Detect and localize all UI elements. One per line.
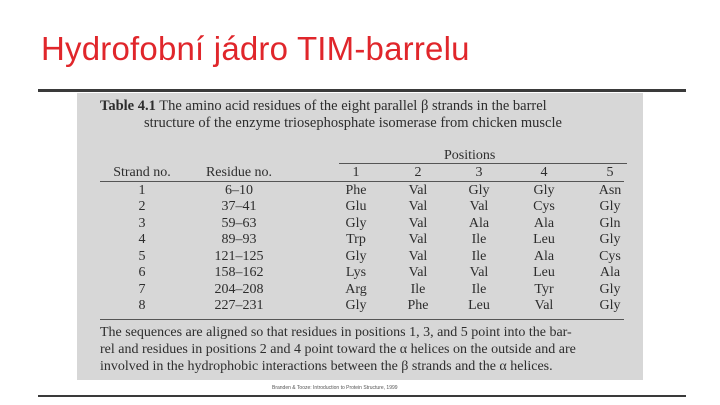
header-residue: Residue no.: [205, 165, 273, 180]
table-caption: [100, 98, 640, 132]
cell-residue: 59–63: [221, 215, 257, 231]
table-scan-image: [77, 93, 643, 380]
cell-pos-5: Gly: [599, 232, 621, 247]
cell-pos-3: Ile: [471, 248, 487, 264]
table-footnote: [100, 324, 643, 375]
cell-residue: 6–10: [225, 182, 253, 198]
footnote-line-2: rel and residues in positions 2 and 4 point toward the α helices on the outside and are: [100, 342, 576, 357]
cell-pos-4: Tyr: [534, 281, 554, 297]
header-pos-3: 3: [475, 165, 483, 180]
cell-pos-5: Gly: [599, 281, 621, 297]
cell-strand: 4: [138, 232, 146, 247]
cell-pos-4: Leu: [533, 232, 555, 247]
footnote-line-3: involved in the hydrophobic interactions between the β strands and the α helices.: [100, 359, 553, 374]
cell-pos-1: Gly: [345, 248, 367, 264]
cell-residue: 204–208: [214, 281, 264, 297]
cell-pos-4: Ala: [533, 248, 555, 264]
table-tag: Table 4.1: [100, 98, 156, 114]
cell-pos-1: Gly: [345, 215, 367, 231]
header-pos-1: 1: [352, 165, 360, 180]
cell-pos-4: Cys: [533, 199, 555, 214]
cell-pos-3: Gly: [468, 182, 490, 198]
cell-pos-2: Val: [408, 248, 428, 264]
source-credit: Branden & Tooze: Introduction to Protein Structure, 1999: [272, 385, 398, 391]
cell-pos-2: Val: [408, 215, 428, 231]
cell-residue: 158–162: [214, 265, 264, 280]
cell-strand: 3: [138, 215, 146, 231]
cell-pos-4: Val: [534, 298, 554, 313]
cell-pos-5: Ala: [599, 265, 621, 280]
cell-pos-3: Ile: [471, 232, 487, 247]
cell-pos-2: Val: [408, 182, 428, 198]
cell-strand: 6: [138, 265, 146, 280]
caption-line-2: structure of the enzyme triosephosphate isomerase from chicken muscle: [144, 115, 562, 131]
caption-line-1: The amino acid residues of the eight parallel β strands in the barrel: [159, 98, 547, 114]
cell-strand: 8: [138, 298, 146, 313]
cell-pos-3: Leu: [468, 298, 490, 313]
cell-pos-2: Val: [408, 232, 428, 247]
cell-pos-1: Glu: [345, 199, 367, 214]
cell-pos-2: Phe: [407, 298, 429, 313]
cell-pos-4: Gly: [533, 182, 555, 198]
cell-pos-1: Arg: [345, 281, 367, 297]
cell-pos-5: Gly: [599, 298, 621, 313]
cell-strand: 2: [138, 199, 146, 214]
header-pos-4: 4: [540, 165, 548, 180]
title-divider: [38, 89, 686, 92]
header-rule: [100, 181, 624, 182]
cell-strand: 1: [138, 182, 146, 198]
cell-pos-1: Phe: [345, 182, 367, 198]
bottom-divider: [38, 395, 686, 397]
cell-pos-4: Ala: [533, 215, 555, 231]
header-pos-5: 5: [606, 165, 614, 180]
cell-pos-5: Cys: [599, 248, 621, 264]
cell-pos-5: Gln: [599, 215, 621, 231]
cell-pos-5: Asn: [598, 182, 622, 198]
cell-strand: 5: [138, 248, 146, 264]
cell-residue: 37–41: [221, 199, 257, 214]
cell-residue: 121–125: [214, 248, 264, 264]
slide-title: Hydrofobní jádro TIM-barrelu: [41, 30, 470, 67]
header-strand: Strand no.: [113, 165, 171, 180]
cell-pos-1: Lys: [345, 265, 367, 280]
cell-pos-3: Val: [469, 265, 489, 280]
cell-pos-4: Leu: [533, 265, 555, 280]
cell-pos-2: Val: [408, 199, 428, 214]
cell-pos-2: Val: [408, 265, 428, 280]
cell-residue: 89–93: [221, 232, 257, 247]
cell-strand: 7: [138, 281, 146, 297]
positions-rule: [339, 163, 627, 164]
cell-pos-5: Gly: [599, 199, 621, 214]
cell-pos-3: Ile: [471, 281, 487, 297]
positions-header: Positions: [444, 148, 496, 163]
cell-residue: 227–231: [214, 298, 264, 313]
cell-pos-3: Ala: [468, 215, 490, 231]
cell-pos-3: Val: [469, 199, 489, 214]
header-pos-2: 2: [414, 165, 422, 180]
cell-pos-1: Gly: [345, 298, 367, 313]
footnote-line-1: The sequences are aligned so that residues in positions 1, 3, and 5 point into the bar-: [100, 325, 572, 340]
cell-pos-1: Trp: [346, 232, 366, 247]
cell-pos-2: Ile: [410, 281, 426, 297]
table-end-rule: [100, 319, 624, 320]
